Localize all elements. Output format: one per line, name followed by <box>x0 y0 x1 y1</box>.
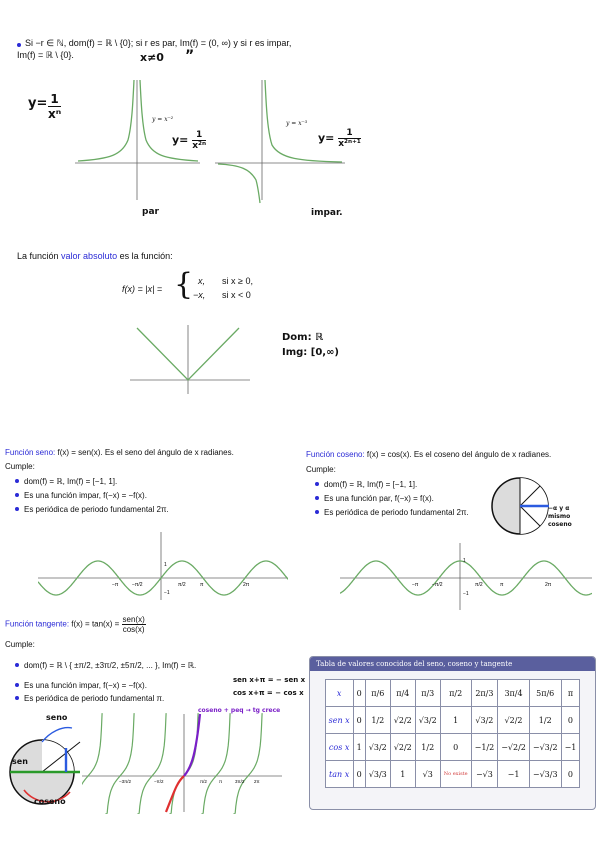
tan-dom-suffix: , Im(f) = ℝ. <box>157 661 197 670</box>
hand-par: par <box>142 207 159 217</box>
hand-coseno-tangente: coseno + peq → tg crece <box>198 707 281 714</box>
seno-cumple: Cumple: <box>5 462 35 471</box>
tan-tick-m3pi2: −3π/2 <box>119 779 131 784</box>
left-curve-neg <box>78 80 134 161</box>
tan-red-branch <box>166 776 184 812</box>
coseno-title-rest: f(x) = cos(x). Es el coseno del ángulo de x radianes. <box>364 450 552 459</box>
coseno-tick-mpi2: −π/2 <box>432 582 443 588</box>
seno-tick-m1: −1 <box>164 590 170 596</box>
table-cell: −√3/2 <box>529 734 561 761</box>
hand-sen-lbl: sen <box>12 757 28 766</box>
table-header-cell: 2π/3 <box>471 680 498 707</box>
coseno-bullet-2 <box>315 496 319 500</box>
seno-graph <box>38 528 288 600</box>
tan-dom-set: { ±π/2, ±3π/2, ±5π/2, ... } <box>69 661 158 670</box>
coseno-bullet-3 <box>315 510 319 514</box>
tan-bullet-3 <box>15 696 19 700</box>
table-row <box>325 734 580 761</box>
table-cell: √3/2 <box>471 707 498 734</box>
right-curve-neg <box>218 164 260 203</box>
tan-tick-pi2: π/2 <box>200 779 207 784</box>
table-cell: √2/2 <box>390 707 415 734</box>
abs-graph <box>125 322 255 397</box>
abs-case2-cond: si x < 0 <box>222 290 251 300</box>
table-cell: √2/2 <box>390 734 415 761</box>
hand-dom: Dom: ℝ <box>282 332 324 343</box>
hand-frac-num: 1 <box>48 92 61 107</box>
power-left-label: y = x⁻² <box>152 116 174 123</box>
tan-branch <box>82 713 102 814</box>
tan-tick-pi: π <box>219 779 223 784</box>
seno-tick-pi: π <box>200 582 204 588</box>
tan-branch <box>233 713 262 814</box>
hand-frac-den: xⁿ <box>48 107 62 121</box>
table-cell: −1 <box>561 734 580 761</box>
table-cell: 0 <box>353 707 365 734</box>
tan-b3: Es periódica de periodo fundamental π. <box>24 694 165 703</box>
table-cell: −1 <box>498 761 530 788</box>
tan-bullet-1 <box>15 663 19 667</box>
coseno-tick-m1: −1 <box>463 591 469 597</box>
table-header-cell: 0 <box>353 680 365 707</box>
abs-lhs: f(x) = |x| = <box>122 284 163 294</box>
coseno-tick-1: 1 <box>463 558 466 564</box>
values-table-title: Tabla de valores conocidos del seno, coseno y tangente <box>310 657 595 671</box>
hand-y-left-den: x²ⁿ <box>192 141 207 151</box>
tan-tick-mpi2: −π/2 <box>154 779 164 784</box>
table-cell: −1/2 <box>471 734 498 761</box>
hand-y-right-den: x²ⁿ⁺¹ <box>338 139 361 149</box>
intro-line-2: Im(f) = ℝ \ {0}. <box>17 50 74 60</box>
hand-img: Img: [0,∞) <box>282 347 340 358</box>
tan-dom-prefix: dom(f) = ℝ \ <box>24 661 68 670</box>
coseno-tick-pi2: π/2 <box>475 582 483 588</box>
table-cell: −√3 <box>471 761 498 788</box>
abs-brace: { <box>174 267 194 302</box>
coseno-tick-pi: π <box>500 582 504 588</box>
tan-tick-2pi: 2π <box>254 779 260 784</box>
tan-tick-3pi2: 3π/2 <box>235 779 245 784</box>
hand-y-right-frac <box>338 128 361 149</box>
seno-title <box>5 447 234 458</box>
cos-unit-circle <box>488 466 550 548</box>
tan-frac-num: sen(x) <box>122 615 145 624</box>
hand-y-left-num: 1 <box>192 130 206 141</box>
table-header-row <box>325 680 580 707</box>
table-cell: 1/2 <box>415 734 440 761</box>
hand-seno-lbl: seno <box>46 713 68 722</box>
table-cell: 1 <box>440 707 471 734</box>
table-cell: 0 <box>561 761 580 788</box>
coseno-tick-2pi: 2π <box>545 582 552 588</box>
tan-bullet-2 <box>15 683 19 687</box>
tan-frac <box>122 615 146 634</box>
abs-case2-val: −x, <box>193 290 206 300</box>
table-cell: −√3/3 <box>529 761 561 788</box>
hand-coseno-lbl: coseno <box>34 797 66 806</box>
coseno-b2: Es una función par, f(−x) = f(x). <box>324 494 434 503</box>
seno-b1: dom(f) = ℝ, Im(f) = [−1, 1]. <box>24 477 118 486</box>
hand-y-right <box>318 128 361 149</box>
hand-x-ne-0: x≠0 <box>140 51 164 64</box>
table-cell: 1/2 <box>365 707 390 734</box>
table-header-cell: 3π/4 <box>498 680 530 707</box>
seno-bullet-3 <box>15 507 19 511</box>
intro-line-1: Si −r ∈ ℕ, dom(f) = ℝ \ {0}; si r es par, Im(f) = (0, ∞) y si r es impar, <box>25 38 292 48</box>
seno-tick-mpi2: −π/2 <box>132 582 143 588</box>
abs-intro <box>17 251 173 262</box>
abs-case1-cond: si x ≥ 0, <box>222 276 253 286</box>
seno-b3: Es periódica de periodo fundamental 2π. <box>24 505 169 514</box>
coseno-bullet-1 <box>315 482 319 486</box>
hand-y-eq: y= <box>28 96 48 111</box>
tan-dom <box>24 660 196 671</box>
coseno-graph <box>340 540 592 610</box>
tan-cumple: Cumple: <box>5 640 35 649</box>
tan-title-rest: f(x) = tan(x) = <box>69 619 120 629</box>
table-cell: 1 <box>390 761 415 788</box>
table-cell: 0 <box>561 707 580 734</box>
hand-y-left-eq: y= <box>172 133 189 147</box>
seno-b2: Es una función impar, f(−x) = −f(x). <box>24 491 147 500</box>
coseno-title-link[interactable]: Función coseno: <box>306 450 365 459</box>
coseno-b1: dom(f) = ℝ, Im(f) = [−1, 1]. <box>324 480 418 489</box>
abs-case1-val: x, <box>198 276 206 286</box>
table-header-cell: π <box>561 680 580 707</box>
seno-title-rest: f(x) = sen(x). Es el seno del ángulo de x radianes. <box>55 448 234 457</box>
hand-y-left <box>172 130 206 151</box>
abs-intro-prefix: La función <box>17 251 62 261</box>
table-cell: √3/3 <box>365 761 390 788</box>
table-row <box>325 761 580 788</box>
table-cell: sen x <box>325 707 353 734</box>
seno-tick-pi2: π/2 <box>178 582 186 588</box>
table-row <box>325 707 580 734</box>
table-cell: 1/2 <box>529 707 561 734</box>
table-header-cell: 5π/6 <box>529 680 561 707</box>
table-cell: √3/2 <box>365 734 390 761</box>
coseno-title <box>306 449 551 460</box>
values-table-box <box>309 656 596 810</box>
tan-branch <box>137 713 166 814</box>
table-header-cell: x <box>325 680 353 707</box>
table-cell: −√2/2 <box>498 734 530 761</box>
table-cell: tan x <box>325 761 353 788</box>
hand-y-right-num: 1 <box>338 128 361 139</box>
seno-tick-1: 1 <box>164 562 167 568</box>
coseno-cumple: Cumple: <box>306 465 336 474</box>
hand-ditto: ” <box>185 48 195 64</box>
tan-title <box>5 615 146 634</box>
hand-mismo-coseno: −α y α mismo coseno <box>548 505 572 528</box>
hand-sen-shift: sen x+π = − sen x <box>233 676 306 684</box>
table-header-cell: π/3 <box>415 680 440 707</box>
table-cell: √3 <box>415 761 440 788</box>
hand-y-left-frac <box>192 130 206 151</box>
table-cell: 1 <box>353 734 365 761</box>
power-right-label: y = x⁻³ <box>286 120 308 127</box>
coseno-b3: Es periódica de periodo fundamental 2π. <box>324 508 469 517</box>
table-cell: √3/2 <box>415 707 440 734</box>
table-cell: 0 <box>440 734 471 761</box>
table-cell: √2/2 <box>498 707 530 734</box>
hand-y-right-eq: y= <box>318 131 335 145</box>
seno-bullet-1 <box>15 479 19 483</box>
tan-graph <box>82 712 282 814</box>
coseno-tick-mpi: −π <box>412 582 419 588</box>
hand-frac-1-xn <box>48 92 61 121</box>
values-table <box>325 679 581 788</box>
hand-cos-shift: cos x+π = − cos x <box>233 689 304 697</box>
table-header-cell: π/2 <box>440 680 471 707</box>
seno-tick-mpi: −π <box>112 582 119 588</box>
abs-intro-link[interactable]: valor absoluto <box>61 251 118 261</box>
seno-tick-2pi: 2π <box>243 582 250 588</box>
power-graphs <box>70 75 350 205</box>
table-header-cell: π/6 <box>365 680 390 707</box>
tan-circle-quadrant <box>42 740 74 772</box>
tan-b2: Es una función impar, f(−x) = −f(x). <box>24 681 147 690</box>
seno-title-link[interactable]: Función seno: <box>5 448 56 457</box>
abs-intro-suffix: es la función: <box>117 251 173 261</box>
table-cell: cos x <box>325 734 353 761</box>
tan-frac-den: cos(x) <box>122 625 145 634</box>
table-header-cell: π/4 <box>390 680 415 707</box>
tan-branch <box>201 713 230 814</box>
tan-title-link[interactable]: Función tangente: <box>5 619 70 629</box>
tan-branch <box>105 713 134 814</box>
table-cell: 0 <box>353 761 365 788</box>
table-cell: No existe <box>440 761 471 788</box>
seno-bullet-2 <box>15 493 19 497</box>
hand-impar: impar. <box>311 208 343 218</box>
intro-bullet <box>17 43 21 47</box>
